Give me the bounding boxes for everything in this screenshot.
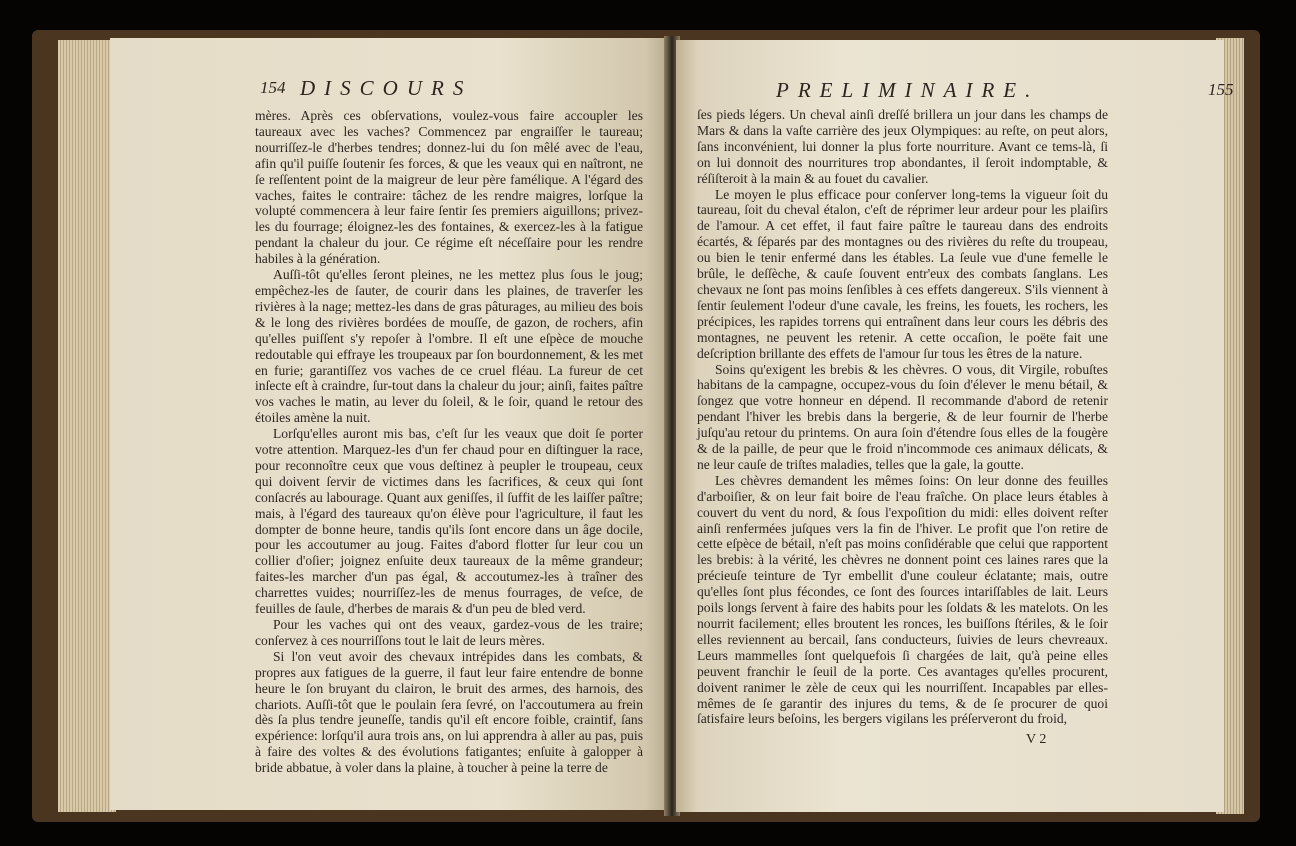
right-page-number: 155	[1208, 80, 1234, 99]
right-page-text	[697, 107, 1108, 727]
paragraph: Le moyen le plus efficace pour conſerver long-tems la vigueur ſoit du taureau, ſoit du cheval étalon, c'eſt de réprimer leur ardeur pour les plaiſirs de l'amour. A cet effet, il faut faire paître le taureau dans des endroits écartés, & ſéparés par des montagnes ou des rivières du reſte du troupeau, ou bien le tenir enfermé dans les étables. La ſeule vue d'une femelle le brûle, le deſſèche, & cauſe ſouvent entr'eux des combats ſanglans. Les chevaux ne ſont pas moins ſenſibles à ces effets dangereux. S'ils viennent à ſentir ſeulement l'odeur d'une cavale, les freins, les fouets, les rochers, les précipices, les rapides torrens qui entraînent dans leur cours les débris des montagnes, ne peuvent les retenir. A cette occaſion, le poëte fait une deſcription brillante des effets de l'amour ſur tous les êtres de la nature.	[697, 186, 1108, 361]
paragraph: Si l'on veut avoir des chevaux intrépides dans les combats, & propres aux fatigues de la guerre, il faut leur faire entendre de bonne heure le ſon bruyant du clairon, le bruit des armes, des harnois, des chariots. Auſſi-tôt que le poulain ſera ſevré, on l'accoutumera au frein dès ſa plus tendre jeuneſſe, tandis qu'il eſt encore foible, craintif, ſans expérience: lorſqu'il aura trois ans, on lui apprendra à aller au pas, puis à faire des voltes & des évolutions fatigantes; enſuite à galopper à bride abbatue, à voler dans la plaine, à toucher à peine la terre de	[255, 648, 643, 776]
paragraph: Les chèvres demandent les mêmes ſoins: On leur donne des feuilles d'arboiſier, & on leur fait boire de l'eau fraîche. On place leurs étables à couvert du vent du nord, & ſous l'expoſition du midi: elles doivent reſter ainſi renfermées juſques vers la fin de l'hiver. Le profit que l'on retire de cette eſpèce de bétail, n'eſt pas moins conſidérable que celui que rapportent les brebis: à la vérité, les chèvres ne donnent point ces laines rares que la précieuſe teinture de Tyr embellit d'une couleur éclatante; mais, outre qu'elles ſont plus fécondes, ce ſont des ſources intariſſables de lait. Leurs poils longs ſervent à faire des habits pour les ſoldats & les matelots. On les nourrit facilement; elles broutent les ronces, les buiſſons ſtériles, & le ſoir elles reviennent au bercail, ſans conducteurs, ſuivies de leurs chevreaux. Leurs mammelles ſont quelquefois ſi chargées de lait, qu'à peine elles peuvent franchir le ſeuil de la porte. Ces avantages qu'elles procurent, doivent ranimer le zèle de ceux qui les nourriſſent. Incapables par elles-mêmes de ſe garantir des injures du tems, & de ſe procurer de quoi ſatisfaire leurs beſoins, les bergers vigilans les préſerveront du froid,	[697, 472, 1108, 727]
paragraph: Pour les vaches qui ont des veaux, gardez-vous de les traire; conſervez à ces nourriſſons tout le lait de leurs mères.	[255, 617, 643, 648]
paragraph: mères. Après ces obſervations, voulez-vous faire accoupler les taureaux avec les vaches? Commencez par engraiſſer le taureau; nourriſſez-le d'herbes tendres; donnez-lui du ſon mêlé avec de l'eau, afin qu'il puiſſe ſoutenir ſes forces, & que les veaux qui en naîtront, ne ſe reſſentent point de la maigreur de leur père famélique. A l'égard des vaches, faites le contraire: tâchez de les rendre maigres, lorſque la volupté commencera à leur faire ſentir ſes premiers aiguillons; privez-les du fourrage; éloignez-les des fontaines, & exercez-les à la fatigue pendant la chaleur du jour. Ce régime eſt néceſſaire pour les rendre habiles à la génération.	[255, 108, 643, 267]
left-page-text	[255, 108, 643, 776]
paragraph: Lorſqu'elles auront mis bas, c'eſt ſur les veaux que doit ſe porter votre attention. Marquez-les d'un fer chaud pour en diſtinguer la race, pour reconnoître ceux que vous deſtinez à peupler le troupeau, ceux qui doivent ſervir de victimes dans les ſacrifices, & ceux qui ſont conſacrés au labourage. Quant aux geniſſes, il ſuffit de les laiſſer paître; mais, à l'égard des taureaux qu'on élève pour l'agriculture, il faut les dompter de bonne heure, tandis qu'ils ſont encore dans un âge docile, pour les accoutumer au joug. Faites d'abord flotter ſur leur cou un collier d'oſier; joignez enſuite deux taureaux de la même grandeur; faites-les marcher d'un pas égal, & accoutumez-les à traîner des charrettes vuides; nourriſſez-les de menus fourrages, de veſce, de feuilles de ſaule, d'herbes de marais & d'un peu de bled verd.	[255, 426, 643, 617]
paragraph: Soins qu'exigent les brebis & les chèvres. O vous, dit Virgile, robuſtes habitans de la campagne, occupez-vous du ſoin d'élever le menu bétail, & ſongez que votre honneur en dépend. Il recommande d'abord de retenir pendant l'hiver les brebis dans la bergerie, & de leur fournir de l'herbe juſqu'au retour du printems. On aura ſoin d'étendre ſous elles de la fougère & de la paille, de peur que le froid n'incommode ces animaux délicats, & ne leur cauſe de triſtes maladies, telles que la gale, la goutte.	[697, 361, 1108, 472]
left-running-head: DISCOURS	[300, 76, 473, 100]
left-page	[110, 38, 668, 810]
paragraph: ſes pieds légers. Un cheval ainſi dreſſé brillera un jour dans les champs de Mars & dans la vaſte carrière des jeux Olympiques: au reſte, on peut alors, ſans inconvénient, lui donner la plus forte nourriture. Avant ce tems-là, ſi on lui donnoit des nourritures trop abondantes, il ſeroit indomptable, & réſiſteroit à la main & au fouet du cavalier.	[697, 107, 1108, 186]
signature-mark: V 2	[1026, 732, 1047, 747]
page-block-edge-left	[58, 40, 116, 812]
right-running-head: PRELIMINAIRE.	[776, 78, 1040, 102]
right-page	[676, 40, 1234, 812]
left-page-number: 154	[260, 78, 286, 97]
paragraph: Auſſi-tôt qu'elles ſeront pleines, ne les mettez plus ſous le joug; empêchez-les de ſauter, de courir dans les plaines, de traverſer les rivières à la nage; mettez-les dans de gras pâturages, au milieu des bois & le long des rivières bordées de mouſſe, de gazon, de rochers, afin qu'elles puiſſent s'y repoſer à l'ombre. Il eſt une eſpèce de mouche redoutable qui effraye les troupeaux par ſon bourdonnement, & les met en furie; garantiſſez vos vaches de ce cruel fléau. La fureur de cet inſecte eſt à craindre, ſur-tout dans la chaleur du jour; ainſi, faites paître vos vaches le matin, au lever du ſoleil, & le ſoir, quand le retour des étoiles amène la nuit.	[255, 267, 643, 426]
